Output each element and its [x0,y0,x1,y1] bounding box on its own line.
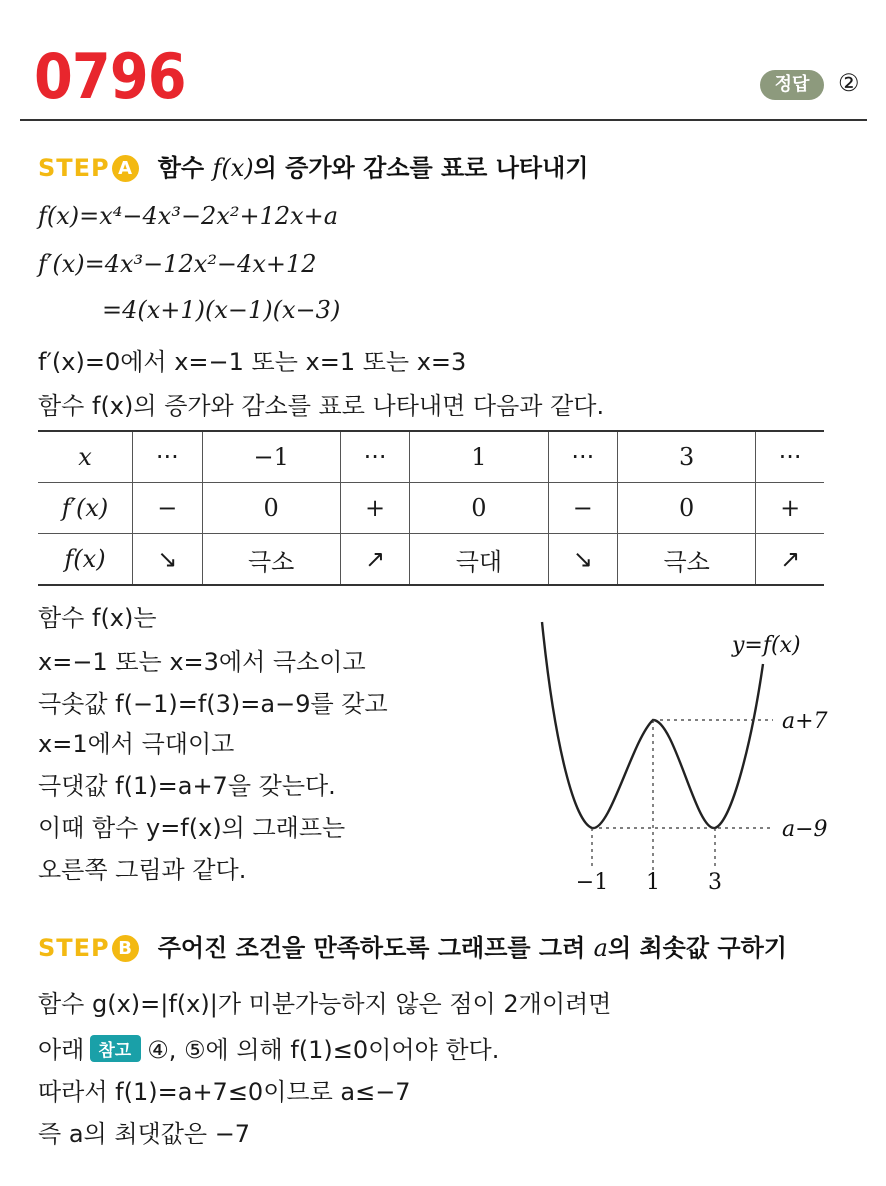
explanation-line: x=−1 또는 x=3에서 극소이고 [38,648,366,676]
explanation-line: 극솟값 f(−1)=f(3)=a−9를 갖고 [38,690,388,718]
step-a-label: STEP [38,154,110,182]
function-graph [520,600,870,900]
sign-table [38,430,824,586]
table-intro-line: 함수 f(x)의 증가와 감소를 표로 나타내면 다음과 같다. [38,392,605,420]
explanation-line: 이때 함수 y=f(x)의 그래프는 [38,814,346,842]
critical-points-line: f′(x)=0에서 x=−1 또는 x=1 또는 x=3 [38,348,467,376]
table-row-x [38,431,824,483]
step-b-line-2-suffix: ④, ⑤에 의해 f(1)≤0이어야 한다. [147,1036,500,1064]
explanation-line: 극댓값 f(1)=a+7을 갖는다. [38,772,336,800]
step-b-heading [38,928,787,963]
table-cell: ↗ [756,534,824,586]
explanation-line: 오른쪽 그림과 같다. [38,856,247,884]
table-cell: + [756,483,824,534]
equation-fprime: f′(x)=4x³−12x²−4x+12 [38,250,317,278]
table-cell: + [340,483,410,534]
explanation-line: 함수 f(x)는 [38,604,157,632]
step-b-line-4: 즉 a의 최댓값은 −7 [38,1120,251,1148]
answer-value: ② [838,69,860,97]
table-cell: f(x) [38,534,133,586]
explanation-line: x=1에서 극대이고 [38,730,235,758]
table-cell: 극소 [202,534,340,586]
equation-fprime-factored: =4(x+1)(x−1)(x−3) [102,296,341,324]
table-cell: ··· [133,431,203,483]
step-b-line-3: 따라서 f(1)=a+7≤0이므로 a≤−7 [38,1078,411,1106]
step-b-line-2-prefix: 아래 [38,1036,85,1064]
table-cell: x [38,431,133,483]
step-b-label: STEP [38,934,110,962]
table-cell: 0 [202,483,340,534]
step-a-title [158,154,589,182]
table-cell: 0 [410,483,548,534]
step-a-title-math: f(x) [212,154,254,182]
header-divider [20,119,867,121]
table-cell: 0 [618,483,756,534]
max-label: a+7 [782,709,828,734]
x-tick-label: −1 [575,870,609,895]
answer-badge: 정답 [760,70,824,100]
step-b-badge: B [112,935,139,962]
table-cell: 1 [410,431,548,483]
table-cell: 극소 [618,534,756,586]
x-tick-label: 3 [708,870,722,895]
curve-label: y=f(x) [732,633,801,658]
x-tick-label: 1 [646,870,660,895]
table-cell: ··· [548,431,618,483]
table-cell: f′(x) [38,483,133,534]
step-a-badge: A [112,155,139,182]
step-a-title-suffix: 의 증가와 감소를 표로 나타내기 [253,154,589,182]
table-row-f [38,534,824,586]
table-cell: − [548,483,618,534]
step-b-line-1: 함수 g(x)=|f(x)|가 미분가능하지 않은 점이 2개이려면 [38,990,612,1018]
step-b-title [158,934,787,962]
table-cell: ↗ [340,534,410,586]
table-cell: −1 [202,431,340,483]
step-b-title-math: a [593,934,608,962]
table-cell: ··· [756,431,824,483]
table-cell: 3 [618,431,756,483]
reference-badge: 참고 [90,1035,141,1062]
step-b-title-suffix: 의 최솟값 구하기 [607,934,787,962]
table-cell: − [133,483,203,534]
table-cell: ↘ [133,534,203,586]
step-a-title-prefix: 함수 [157,154,213,182]
table-cell: ↘ [548,534,618,586]
step-b-line-2 [38,1030,499,1065]
table-row-fprime [38,483,824,534]
problem-number: 0796 [34,40,186,113]
table-cell: 극대 [410,534,548,586]
table-cell: ··· [340,431,410,483]
equation-f: f(x)=x⁴−4x³−2x²+12x+a [38,202,339,230]
min-label: a−9 [782,817,828,842]
step-b-title-prefix: 주어진 조건을 만족하도록 그래프를 그려 [157,934,594,962]
step-a-heading [38,148,588,183]
